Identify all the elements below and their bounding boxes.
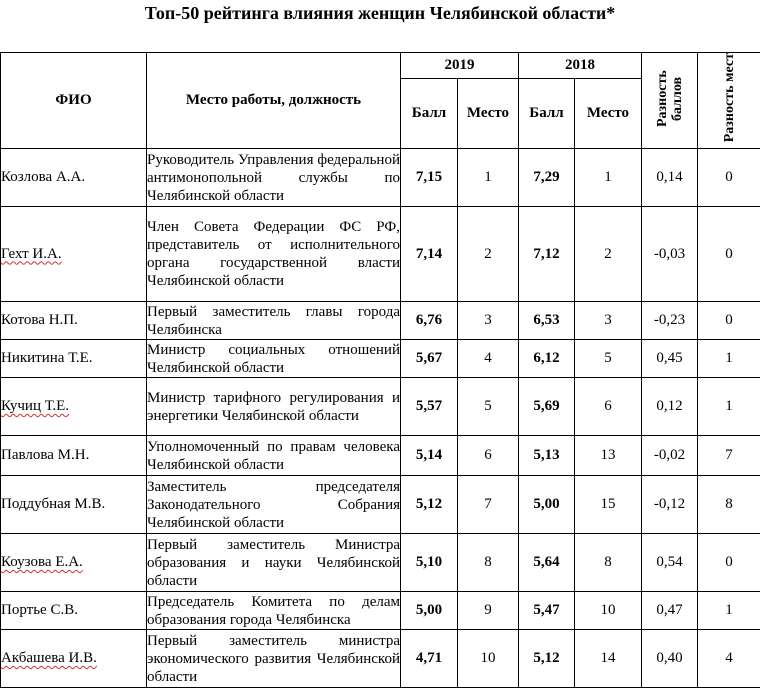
table-row <box>1 534 760 592</box>
table-row <box>1 436 760 476</box>
header-score-2018: Балл <box>519 79 575 149</box>
header-year-2018: 2018 <box>519 53 642 79</box>
cell-score-2019: 5,57 <box>401 378 458 436</box>
cell-score-diff: 0,54 <box>642 534 698 592</box>
cell-place-2018: 14 <box>575 630 642 688</box>
header-place-diff <box>698 53 760 149</box>
cell-place-2019: 3 <box>458 302 519 340</box>
cell-position: Первый заместитель Министра образования и науки Челябинской области <box>147 534 401 592</box>
header-score-diff <box>642 53 698 149</box>
cell-score-diff: 0,14 <box>642 149 698 207</box>
cell-place-2019: 1 <box>458 149 519 207</box>
cell-position: Член Совета Федерации ФС РФ, представитель от исполнительного органа государственной власти Челябинской области <box>147 207 401 302</box>
table-row <box>1 592 760 630</box>
cell-score-diff: -0,23 <box>642 302 698 340</box>
cell-place-diff: 1 <box>698 592 760 630</box>
cell-place-diff: 4 <box>698 630 760 688</box>
header-place-diff-label: Разность мест <box>722 53 737 142</box>
cell-place-2018: 5 <box>575 340 642 378</box>
header-place-2019: Место <box>458 79 519 149</box>
cell-place-diff: 0 <box>698 207 760 302</box>
table-row <box>1 149 760 207</box>
cell-score-2019: 5,00 <box>401 592 458 630</box>
cell-score-2018: 5,00 <box>519 476 575 534</box>
cell-place-2019: 6 <box>458 436 519 476</box>
cell-score-2018: 7,12 <box>519 207 575 302</box>
cell-score-2019: 5,67 <box>401 340 458 378</box>
cell-position: Председатель Комитета по делам образования города Челябинска <box>147 592 401 630</box>
cell-place-2019: 7 <box>458 476 519 534</box>
cell-score-2019: 5,14 <box>401 436 458 476</box>
cell-score-diff: 0,12 <box>642 378 698 436</box>
cell-position: Руководитель Управления федеральной антимонопольной службы по Челябинской области <box>147 149 401 207</box>
cell-place-2019: 2 <box>458 207 519 302</box>
cell-score-2018: 6,12 <box>519 340 575 378</box>
cell-place-diff: 8 <box>698 476 760 534</box>
cell-name <box>1 630 147 688</box>
ranking-table <box>0 52 760 688</box>
cell-place-2019: 5 <box>458 378 519 436</box>
cell-name: Котова Н.П. <box>1 302 147 340</box>
cell-score-2019: 7,15 <box>401 149 458 207</box>
cell-place-2019: 4 <box>458 340 519 378</box>
table-row <box>1 630 760 688</box>
header-score-2019: Балл <box>401 79 458 149</box>
cell-place-diff: 1 <box>698 340 760 378</box>
cell-name: Поддубная М.В. <box>1 476 147 534</box>
cell-score-2018: 5,13 <box>519 436 575 476</box>
cell-score-diff: 0,40 <box>642 630 698 688</box>
cell-name-text: Акбашева И.В. <box>1 650 97 666</box>
cell-score-2018: 5,69 <box>519 378 575 436</box>
document-title: Топ-50 рейтинга влияния женщин Челябинской области* <box>0 2 760 24</box>
cell-position: Уполномоченный по правам человека Челябинской области <box>147 436 401 476</box>
cell-score-2019: 6,76 <box>401 302 458 340</box>
cell-score-diff: 0,47 <box>642 592 698 630</box>
cell-name <box>1 534 147 592</box>
cell-name-text: Гехт И.А. <box>1 246 62 262</box>
cell-place-2019: 9 <box>458 592 519 630</box>
cell-place-diff: 1 <box>698 378 760 436</box>
header-year-2019: 2019 <box>401 53 519 79</box>
cell-score-2018: 5,47 <box>519 592 575 630</box>
header-place-2018: Место <box>575 79 642 149</box>
cell-score-2018: 7,29 <box>519 149 575 207</box>
table-header <box>1 53 760 149</box>
cell-position: Заместитель председателя Законодательного Собрания Челябинской области <box>147 476 401 534</box>
header-score-diff-label: Разность баллов <box>655 53 685 146</box>
cell-place-diff: 0 <box>698 534 760 592</box>
cell-name: Портье С.В. <box>1 592 147 630</box>
cell-name <box>1 207 147 302</box>
cell-place-2019: 8 <box>458 534 519 592</box>
cell-position: Первый заместитель главы города Челябинска <box>147 302 401 340</box>
cell-place-2019: 10 <box>458 630 519 688</box>
cell-place-diff: 7 <box>698 436 760 476</box>
cell-score-2019: 7,14 <box>401 207 458 302</box>
cell-name: Никитина Т.Е. <box>1 340 147 378</box>
cell-place-2018: 1 <box>575 149 642 207</box>
cell-place-2018: 8 <box>575 534 642 592</box>
cell-place-2018: 2 <box>575 207 642 302</box>
cell-place-diff: 0 <box>698 302 760 340</box>
table-row <box>1 476 760 534</box>
cell-name: Козлова А.А. <box>1 149 147 207</box>
table-row <box>1 302 760 340</box>
cell-place-2018: 15 <box>575 476 642 534</box>
cell-position: Министр тарифного регулирования и энергетики Челябинской области <box>147 378 401 436</box>
cell-name: Павлова М.Н. <box>1 436 147 476</box>
cell-score-2019: 5,10 <box>401 534 458 592</box>
cell-place-2018: 13 <box>575 436 642 476</box>
header-position: Место работы, должность <box>147 53 401 149</box>
cell-score-diff: -0,02 <box>642 436 698 476</box>
table-row <box>1 207 760 302</box>
table-body <box>1 149 760 688</box>
table-row <box>1 340 760 378</box>
cell-name <box>1 378 147 436</box>
header-fio: ФИО <box>1 53 147 149</box>
cell-place-2018: 6 <box>575 378 642 436</box>
cell-place-diff: 0 <box>698 149 760 207</box>
cell-name-text: Кучиц Т.Е. <box>1 398 69 414</box>
cell-score-2018: 5,64 <box>519 534 575 592</box>
table-row <box>1 378 760 436</box>
cell-score-2019: 4,71 <box>401 630 458 688</box>
cell-score-diff: -0,12 <box>642 476 698 534</box>
cell-score-diff: 0,45 <box>642 340 698 378</box>
cell-position: Первый заместитель министра экономического развития Челябинской области <box>147 630 401 688</box>
cell-score-2018: 5,12 <box>519 630 575 688</box>
cell-name-text: Коузова Е.А. <box>1 554 83 570</box>
cell-place-2018: 3 <box>575 302 642 340</box>
cell-score-diff: -0,03 <box>642 207 698 302</box>
cell-position: Министр социальных отношений Челябинской области <box>147 340 401 378</box>
cell-score-2019: 5,12 <box>401 476 458 534</box>
cell-place-2018: 10 <box>575 592 642 630</box>
cell-score-2018: 6,53 <box>519 302 575 340</box>
